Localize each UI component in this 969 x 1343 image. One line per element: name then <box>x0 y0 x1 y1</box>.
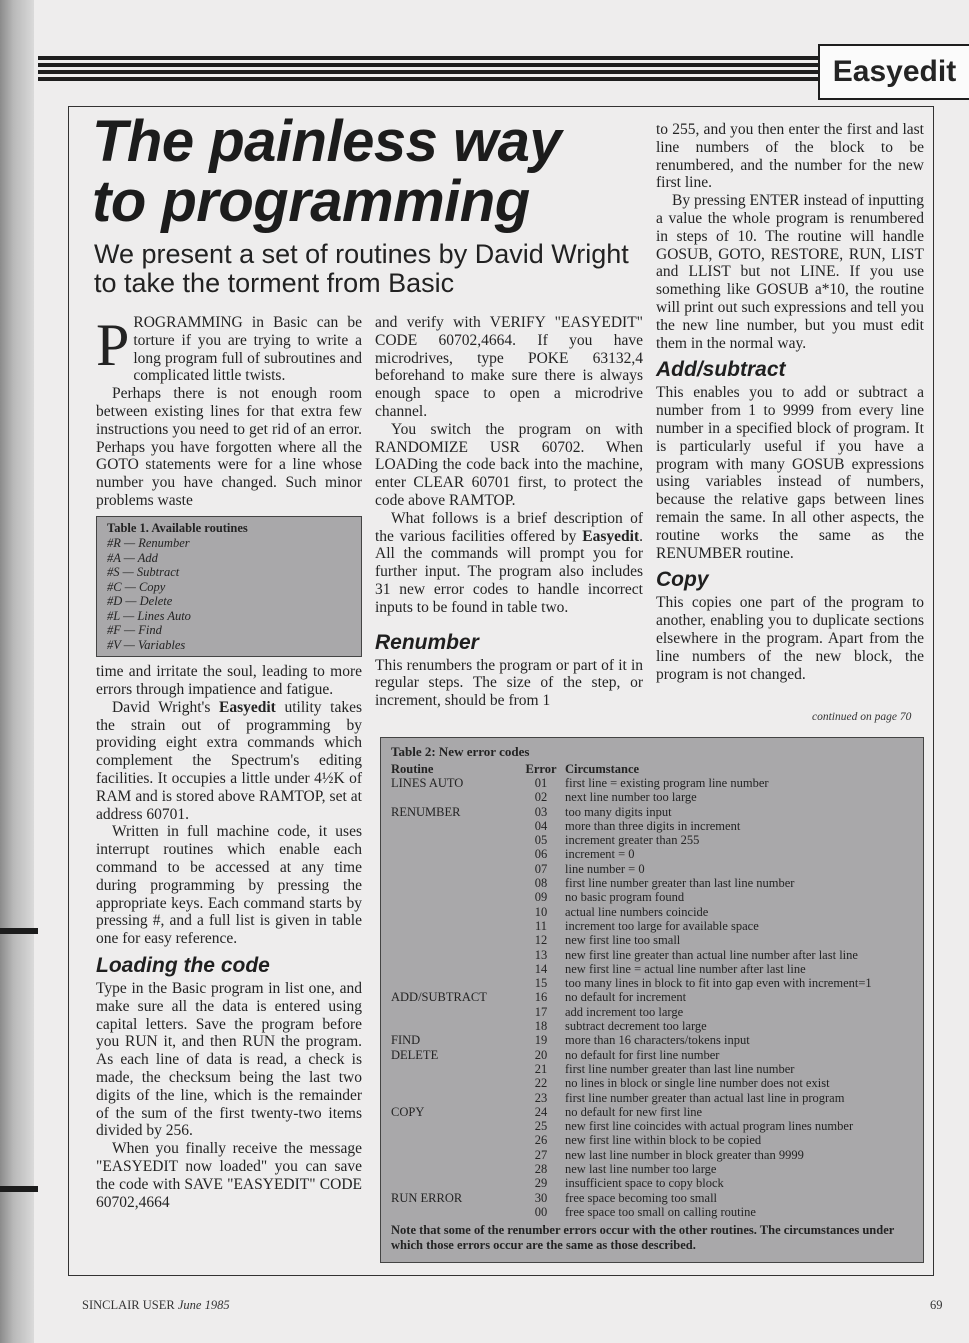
table-2-title: Table 2: New error codes <box>391 744 530 759</box>
circumstance-cell: new first line = actual line number after last line <box>565 961 806 976</box>
table-row <box>391 1048 913 1062</box>
table-row <box>391 1119 913 1133</box>
circumstance-cell: no lines in block or single line number does not exist <box>565 1076 830 1091</box>
routine-cell <box>391 1148 517 1162</box>
circumstance-cell: increment greater than 255 <box>565 833 700 848</box>
routine-cell <box>391 1005 517 1019</box>
table-row <box>391 933 913 947</box>
circumstance-cell: subtract decrement too large <box>565 1019 707 1034</box>
circumstance-cell: increment = 0 <box>565 847 635 862</box>
subheading-renumber: Renumber <box>375 630 479 654</box>
text-run: utility takes the strain out of programming by providing eight extra commands which complement the Spectrum's editing facilities. It occupies a little under 4½K of RAM and is stored above RAMTOP, set at address 60701. <box>96 698 362 823</box>
table-row <box>391 1076 913 1090</box>
table-row <box>391 919 913 933</box>
table-row <box>391 1148 913 1162</box>
table-row <box>391 833 913 847</box>
routine-item: #F — Find <box>107 623 162 638</box>
body-paragraph: to 255, and you then enter the first and last line numbers of the block to be renumbered, and the number for the new first line. <box>656 121 924 192</box>
table-row <box>391 1133 913 1147</box>
subheading-loading: Loading the code <box>96 954 270 978</box>
body-paragraph: By pressing ENTER instead of inputting a value the whole program is renumbered in steps of 10. The routine will handle GOSUB, GOTO, RESTORE, RUN, LIST and LLIST but not LINE. If you use something like GOSUB a*10, the routine will print out such expressions and tell you the new line number, but you must edit them in the normal way. <box>656 192 924 352</box>
body-paragraph: Type in the Basic program in list one, and make sure all the data is entered using capital letters. Save the program before you RUN it, and then RUN the program. As each line of data is read, a check is made, the checksum being the last two digits of the line, which is the remainder of the sum of the first twenty-two items divided by 256. <box>96 980 362 1140</box>
error-code-cell: 27 <box>534 1147 548 1162</box>
circumstance-cell: new first line coincides with actual program lines number <box>565 1119 854 1134</box>
routine-item: #S — Subtract <box>107 565 180 580</box>
continued-note: continued on page 70 <box>812 711 912 723</box>
headline <box>92 109 652 234</box>
circumstance-cell: new first line too small <box>565 933 681 948</box>
routine-cell: ADD/SUBTRACT <box>391 990 487 1005</box>
intro-paragraph <box>96 314 362 385</box>
section-tab: Easyedit <box>818 44 969 100</box>
text-run: . All the commands will prompt you for further input. The program also includes 31 new error codes to handle incorrect inputs to be found in table two. <box>375 527 643 616</box>
page-binding-shadow <box>0 0 34 1343</box>
error-code-cell: 21 <box>534 1061 548 1076</box>
table-header-row <box>391 762 913 776</box>
error-code-cell: 10 <box>534 904 548 919</box>
body-paragraph <box>96 699 362 824</box>
circumstance-cell: new first line within block to be copied <box>565 1133 762 1148</box>
circumstance-cell: first line number greater than actual last line in program <box>565 1090 845 1105</box>
error-code-cell: 17 <box>534 1004 548 1019</box>
page-number: 69 <box>930 1298 943 1312</box>
error-code-cell: 26 <box>534 1133 548 1148</box>
table-row <box>391 1091 913 1105</box>
table-row <box>391 890 913 904</box>
circumstance-cell: too many digits input <box>565 804 672 819</box>
table-row <box>391 1062 913 1076</box>
error-code-cell: 05 <box>534 833 548 848</box>
routine-cell <box>391 962 517 976</box>
table-1-available-routines <box>96 516 362 658</box>
error-code-cell: 25 <box>534 1119 548 1134</box>
error-code-cell: 13 <box>534 947 548 962</box>
routine-item: #D — Delete <box>107 594 173 609</box>
routine-cell <box>391 1176 517 1190</box>
error-code-cell: 02 <box>534 790 548 805</box>
headline-line-2: to programming <box>92 169 530 234</box>
circumstance-cell: insufficient space to copy block <box>565 1176 724 1191</box>
circumstance-cell: first line number greater than last line number <box>565 1061 795 1076</box>
routine-cell <box>391 890 517 904</box>
error-code-cell: 00 <box>534 1204 548 1219</box>
table-row <box>391 819 913 833</box>
routine-cell <box>391 1162 517 1176</box>
table-row <box>391 1176 913 1190</box>
circumstance-cell: increment too large for available space <box>565 918 759 933</box>
error-code-cell: 23 <box>534 1090 548 1105</box>
table-1-title: Table 1. Available routines <box>107 520 248 535</box>
circumstance-cell: new last line number too large <box>565 1162 717 1177</box>
body-paragraph <box>375 510 643 617</box>
routine-cell <box>391 1133 517 1147</box>
circumstance-cell: no default for first line number <box>565 1047 720 1062</box>
circumstance-cell: more than 16 characters/tokens input <box>565 1033 750 1048</box>
error-code-cell: 28 <box>534 1162 548 1177</box>
circumstance-cell: too many lines in block to fit into gap even with increment=1 <box>565 976 872 991</box>
table-row <box>391 1105 913 1119</box>
routine-cell <box>391 933 517 947</box>
routine-cell <box>391 919 517 933</box>
table-2-error-codes <box>380 737 924 1263</box>
routine-cell <box>391 1062 517 1076</box>
routine-cell: RENUMBER <box>391 804 461 819</box>
text-run: David Wright's <box>112 698 219 716</box>
routine-item: #R — Renumber <box>107 536 190 551</box>
body-paragraph: and verify with VERIFY "EASYEDIT" CODE 60702,4664. If you have microdrives, type POKE 63132,4 beforehand to make sure there is always enough space to open a microdrive channel. <box>375 314 643 420</box>
footer-publication <box>82 1298 230 1313</box>
error-code-cell: 11 <box>534 918 548 933</box>
routine-cell <box>391 1205 517 1219</box>
circumstance-cell: first line number greater than last line number <box>565 876 795 891</box>
routine-cell <box>391 876 517 890</box>
table-row <box>391 1019 913 1033</box>
header-error: Error <box>525 762 557 776</box>
table-row <box>391 805 913 819</box>
error-code-cell: 06 <box>534 847 548 862</box>
drop-cap: P <box>96 312 130 378</box>
table-row <box>391 876 913 890</box>
table-row <box>391 962 913 976</box>
table-row <box>391 1191 913 1205</box>
body-paragraph: This renumbers the program or part of it in regular steps. The size of the step, or increment, should be from 1 <box>375 656 643 710</box>
routine-cell <box>391 905 517 919</box>
subheading-copy: Copy <box>656 568 709 592</box>
body-paragraph: time and irritate the soul, leading to more errors through impatience and fatigue. <box>96 663 362 699</box>
error-code-cell: 01 <box>534 776 548 790</box>
routine-cell: DELETE <box>391 1047 439 1062</box>
error-code-cell: 09 <box>534 890 548 905</box>
table-row <box>391 976 913 990</box>
error-code-cell: 12 <box>534 933 548 948</box>
table-row <box>391 862 913 876</box>
body-paragraph: This enables you to add or subtract a number from 1 to 9999 from every line number in a specified block of program. It is particularly useful if you have a program with many GOSUB expressions using variables instead of numbers, because the relative gaps between lines remain the same. In all other aspects, the routine works the same as the RENUMBER routine. <box>656 384 924 562</box>
circumstance-cell: more than three digits in increment <box>565 818 741 833</box>
column-3 <box>656 121 924 683</box>
circumstance-cell: no default for increment <box>565 990 687 1005</box>
routine-cell <box>391 1119 517 1133</box>
error-code-cell: 15 <box>534 976 548 991</box>
routine-cell <box>391 1076 517 1090</box>
table-row <box>391 1005 913 1019</box>
error-code-cell: 20 <box>534 1047 548 1062</box>
error-code-table <box>391 762 913 1219</box>
standfirst: We present a set of routines by David Wright to take the torment from Basic <box>94 239 629 298</box>
table-row <box>391 905 913 919</box>
table-row <box>391 847 913 861</box>
error-code-cell: 29 <box>534 1176 548 1191</box>
error-code-cell: 04 <box>534 818 548 833</box>
body-paragraph: Perhaps there is not enough room between existing lines for that extra few instructions you need to get rid of an error. Perhaps you have forgotten where all the GOTO statements were for a line whose number you have changed. Such minor problems waste <box>96 385 362 509</box>
routine-cell: LINES AUTO <box>391 776 464 790</box>
header-rules <box>38 56 822 84</box>
circumstance-cell: new first line greater than actual line number after last line <box>565 947 858 962</box>
routine-cell <box>391 948 517 962</box>
table-row <box>391 1162 913 1176</box>
routine-item: #L — Lines Auto <box>107 608 191 623</box>
table-2-note: Note that some of the renumber errors occur with the other routines. The circumstances under which those errors occur are the same as those described. <box>391 1223 895 1253</box>
routine-cell <box>391 862 517 876</box>
circumstance-cell: actual line numbers coincide <box>565 904 709 919</box>
circumstance-cell: add increment too large <box>565 1004 684 1019</box>
subheading-add-subtract: Add/subtract <box>656 358 786 382</box>
error-code-cell: 08 <box>534 876 548 891</box>
gutter-mark <box>0 928 38 934</box>
error-code-cell: 22 <box>534 1076 548 1091</box>
text-run: What follows is a brief description of the various facilities offered by <box>375 509 643 545</box>
gutter-mark <box>0 1186 38 1192</box>
routine-item: #A — Add <box>107 550 158 565</box>
error-code-cell: 07 <box>534 861 548 876</box>
routine-cell <box>391 1019 517 1033</box>
circumstance-cell: free space becoming too small <box>565 1190 718 1205</box>
error-code-cell: 14 <box>534 961 548 976</box>
header-circumstance: Circumstance <box>565 762 640 776</box>
column-1 <box>96 314 362 1211</box>
routine-cell <box>391 847 517 861</box>
headline-line-1: The painless way <box>92 109 562 174</box>
table-row <box>391 948 913 962</box>
body-paragraph: You switch the program on with RANDOMIZE USR 60702. When LOADing the code back into the machine, enter CLEAR 60701 first, to protect the code above RAMTOP. <box>375 420 643 509</box>
table-row <box>391 1033 913 1047</box>
routine-cell <box>391 819 517 833</box>
routine-cell <box>391 833 517 847</box>
header-routine: Routine <box>391 762 434 776</box>
error-code-cell: 30 <box>534 1190 548 1205</box>
body-paragraph: When you finally receive the message "EASYEDIT now loaded" you can save the code with SAVE "EASYEDIT" CODE 60702,4664 <box>96 1140 362 1211</box>
error-code-rows <box>391 776 913 1219</box>
circumstance-cell: line number = 0 <box>565 861 645 876</box>
routine-cell: COPY <box>391 1104 425 1119</box>
error-code-cell: 24 <box>534 1104 548 1119</box>
table-row <box>391 990 913 1004</box>
table-row <box>391 776 913 790</box>
product-name: Easyedit <box>582 527 640 545</box>
routine-item: #V — Variables <box>107 637 186 652</box>
column-2 <box>375 314 643 710</box>
circumstance-cell: no basic program found <box>565 890 685 905</box>
body-paragraph: Written in full machine code, it uses interrupt routines which enable each command to be accessed at any time during programming by pressing the appropriate keys. Each command starts by pressing #, and a full list is given in table one for easy reference. <box>96 823 362 948</box>
circumstance-cell: first line = existing program line number <box>565 776 769 790</box>
circumstance-cell: new last line number in block greater than 9999 <box>565 1147 804 1162</box>
publication-name: SINCLAIR USER <box>82 1298 175 1312</box>
table-row <box>391 1205 913 1219</box>
routine-cell <box>391 790 517 804</box>
error-code-cell: 16 <box>534 990 548 1005</box>
product-name: Easyedit <box>218 698 276 716</box>
circumstance-cell: next line number too large <box>565 790 697 805</box>
routine-cell: FIND <box>391 1033 421 1048</box>
table-row <box>391 790 913 804</box>
error-code-cell: 18 <box>534 1019 548 1034</box>
body-paragraph: This copies one part of the program to another, enabling you to duplicate sections elsewhere in the program. Apart from the line numbers of the new block, the program is not changed. <box>656 594 924 683</box>
issue-date: June 1985 <box>177 1298 230 1312</box>
routine-cell <box>391 976 517 990</box>
circumstance-cell: free space too small on calling routine <box>565 1204 756 1219</box>
circumstance-cell: no default for new first line <box>565 1104 703 1119</box>
routine-cell: RUN ERROR <box>391 1190 463 1205</box>
intro-text: ROGRAMMING in Basic can be torture if you are trying to write a long program full of subroutines and complicated little twists. <box>133 314 362 385</box>
error-code-cell: 19 <box>534 1033 548 1048</box>
error-code-cell: 03 <box>534 804 548 819</box>
routine-cell <box>391 1091 517 1105</box>
routine-item: #C — Copy <box>107 579 166 594</box>
